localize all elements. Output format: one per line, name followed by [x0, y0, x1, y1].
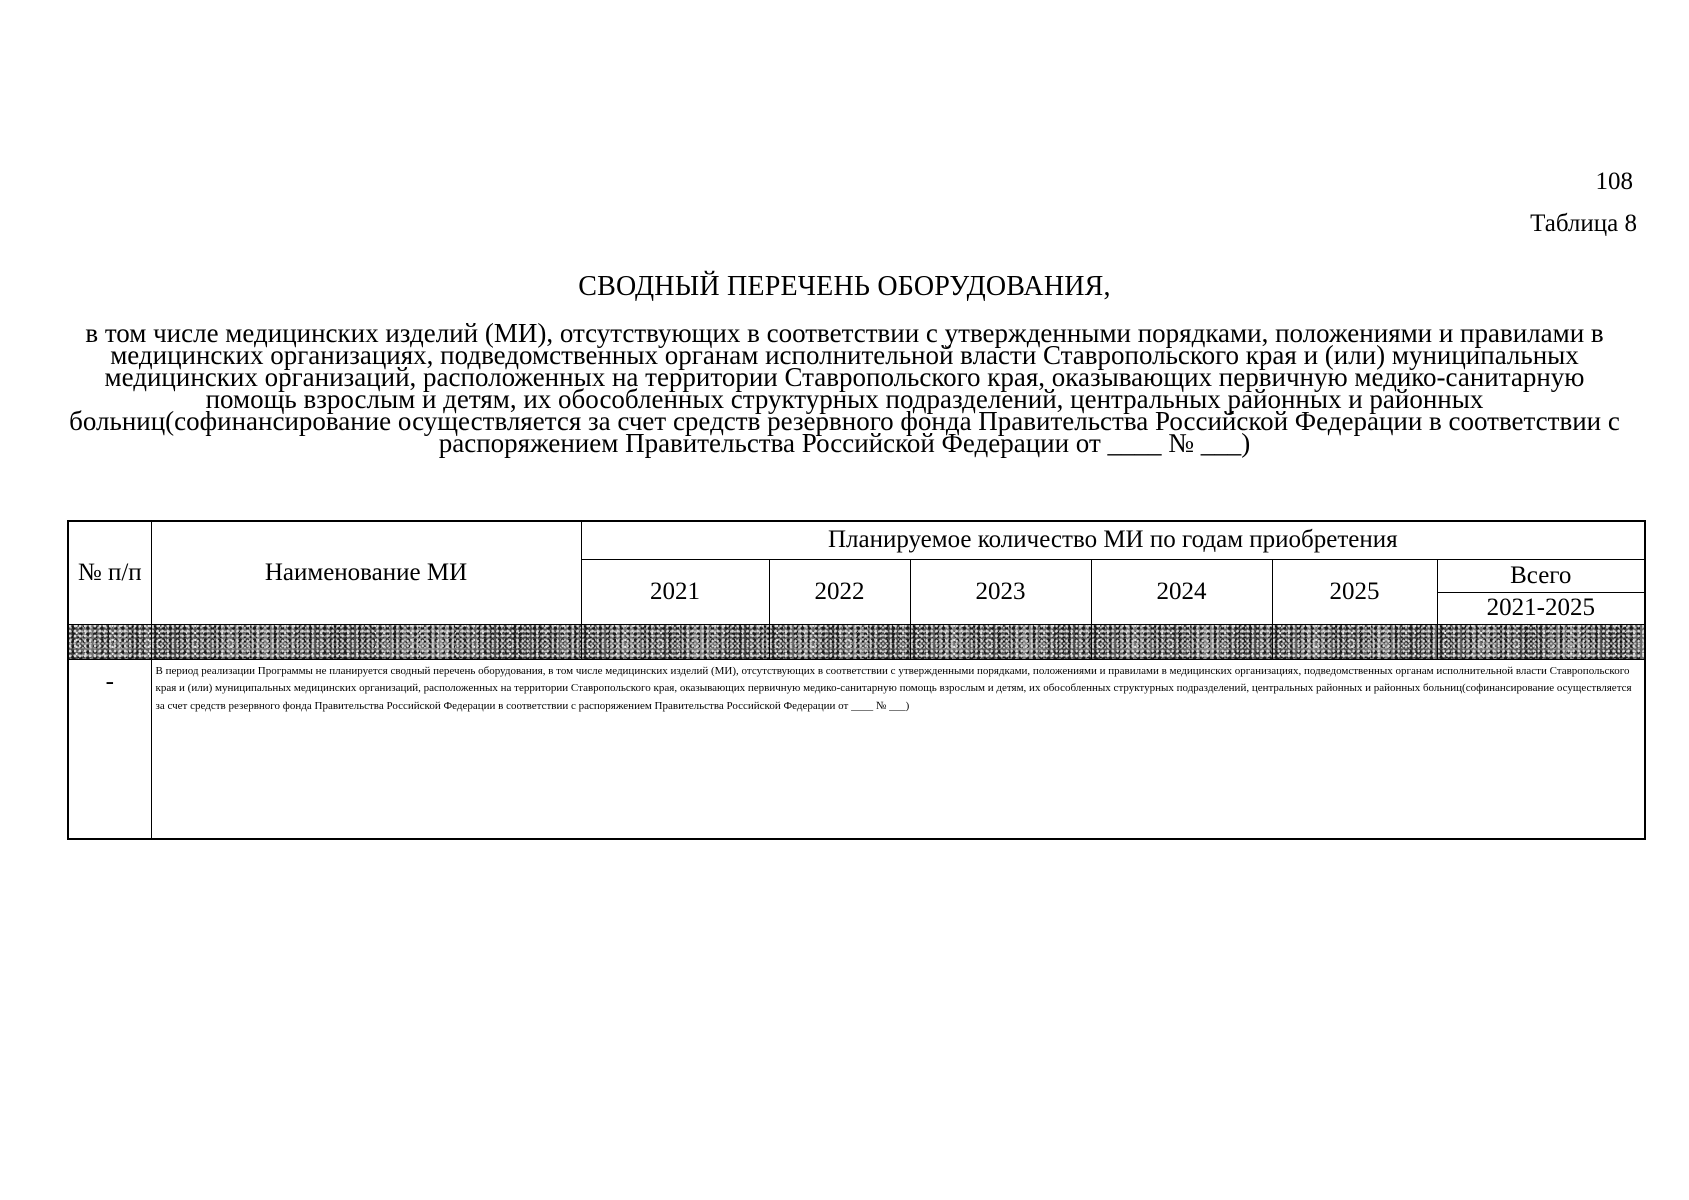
header-total: Всего: [1437, 559, 1645, 592]
scan-noise-row: [68, 624, 1645, 659]
row-number: -: [68, 659, 151, 839]
header-name: Наименование МИ: [151, 521, 581, 624]
document-title: СВОДНЫЙ ПЕРЕЧЕНЬ ОБОРУДОВАНИЯ,: [578, 271, 1111, 302]
header-planned-quantity: Планируемое количество МИ по годам приобретения: [581, 521, 1645, 559]
row-note: В период реализации Программы не планируется сводный перечень оборудования, в том числе медицинских изделий (МИ), отсутствующих в соответствии с утвержденными порядками, положениями и правилами в медицинских организациях, подведомственных органам исполнительной власти Ставропольского края и (или) муниципальных медицинских организаций, расположенных на территории Ставропольского края, оказывающих первичную медико-санитарную помощь взрослым и детям, их обособленных структурных подразделений, центральных районных и районных больниц(софинансирование осуществляется за счет средств резервного фонда Правительства Российской Федерации в соответствии с распоряжением Правительства Российской Федерации от ____ № ___): [151, 659, 1645, 839]
page-number: 108: [1595, 168, 1633, 195]
scan-noise-cell: [910, 624, 1091, 659]
scan-noise-cell: [581, 624, 769, 659]
document-subtitle: в том числе медицинских изделий (МИ), отсутствующих в соответствии с утвержденными порядками, положениями и правилами в медицинских организациях, подведомственных органам исполнительной власти Ставропольского края и (или) муниципальных медицинских организаций, расположенных на территории Ставропольского края, оказывающих первичную медико-санитарную помощь взрослым и детям, их обособленных структурных подразделений, центральных районных и районных больниц(софинансирование осуществляется за счет средств резервного фонда Правительства Российской Федерации в соответствии с распоряжением Правительства Российской Федерации от ____ № ___): [69, 318, 1620, 458]
scan-noise-cell: [1437, 624, 1645, 659]
table-label: Таблица 8: [1530, 210, 1637, 237]
header-number: № п/п: [68, 521, 151, 624]
header-year: 2024: [1091, 559, 1272, 624]
header-year: 2023: [910, 559, 1091, 624]
header-year: 2022: [769, 559, 910, 624]
scan-noise-cell: [151, 624, 581, 659]
equipment-table: [67, 520, 1646, 840]
header-total-range: 2021-2025: [1437, 592, 1645, 624]
scan-noise-cell: [68, 624, 151, 659]
header-year: 2021: [581, 559, 769, 624]
scan-noise-cell: [1272, 624, 1437, 659]
scan-noise-cell: [1091, 624, 1272, 659]
table-row: [68, 659, 1645, 839]
header-year: 2025: [1272, 559, 1437, 624]
scan-noise-cell: [769, 624, 910, 659]
